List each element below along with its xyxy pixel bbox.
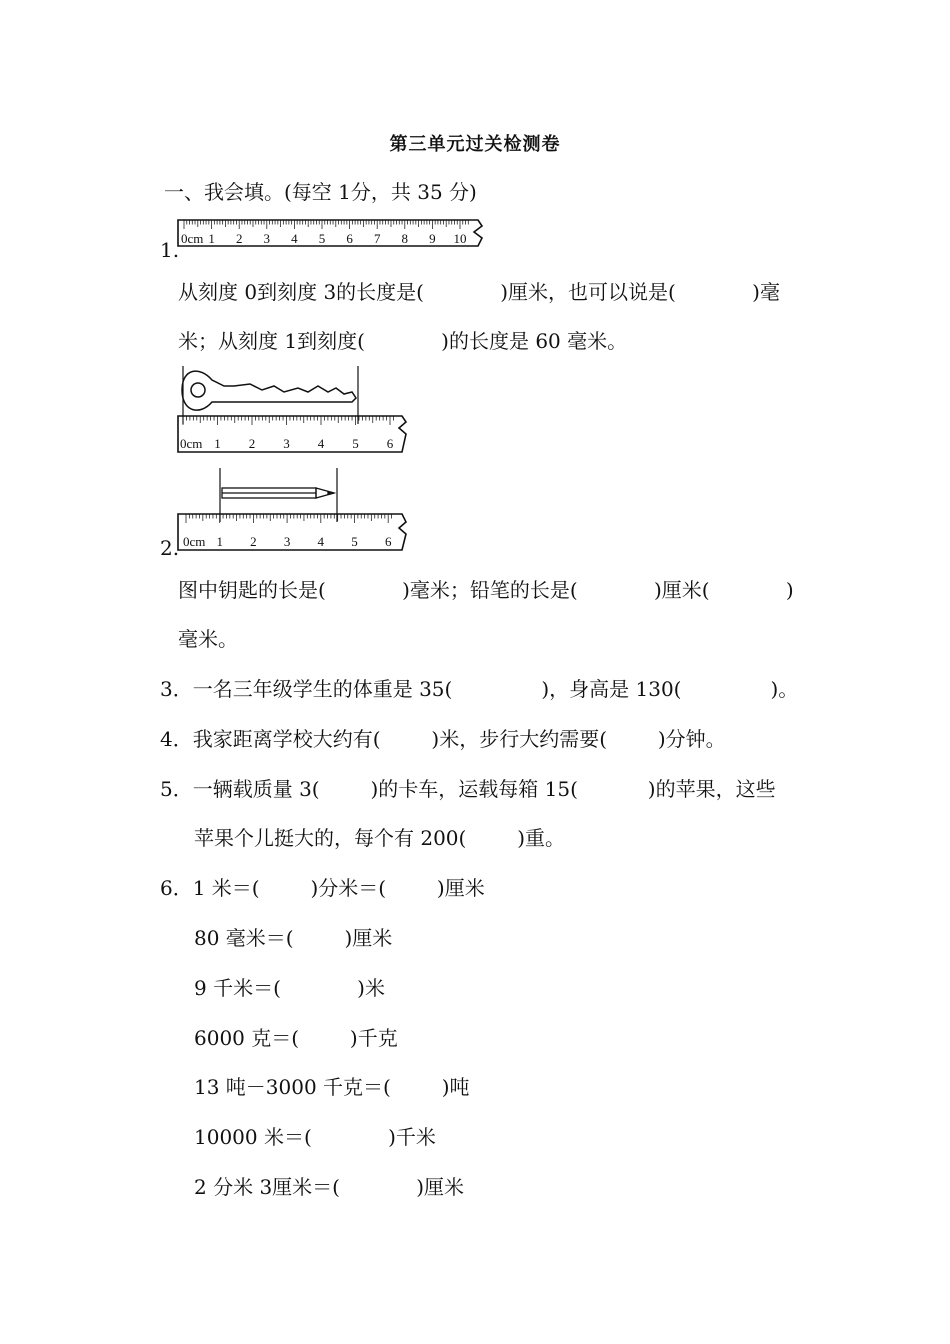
pencil-icon [222,488,334,498]
pencil-ruler-figure [172,464,412,556]
question-4: 4．我家距离学校大约有( )米，步行大约需要( )分钟。 [160,727,726,751]
question-2-number: 2. [160,536,180,560]
question-1-line-2: 米；从刻度 1到刻度( )的长度是 60 毫米。 [178,329,628,353]
ruler-label: 0cm [183,534,206,549]
question-1-line-1: 从刻度 0到刻度 3的长度是( )厘米，也可以说是( )毫 [178,280,780,304]
ruler-label: 4 [317,436,325,451]
question-5-line-2: 苹果个儿挺大的，每个有 200( )重。 [194,826,565,850]
ruler-label: 4 [291,231,298,246]
ruler-ticks [184,220,468,229]
question-6-line-1: 6．1 米＝( )分米＝( )厘米 [160,876,485,900]
ruler-label: 7 [373,231,381,246]
question-6-item: 10000 米＝( )千米 [194,1125,436,1149]
ruler-body [178,416,406,452]
page-title: 第三单元过关检测卷 [389,134,561,155]
question-2-line-2: 毫米。 [178,627,238,651]
question-6-item: 9 千米＝( )米 [194,976,385,1000]
ruler-body [178,514,406,550]
question-6-item: 6000 克＝( )千克 [194,1026,398,1050]
ruler-label: 2 [250,534,257,549]
ruler-label: 3 [263,231,271,246]
ruler-ticks [186,514,392,523]
ruler-label: 5 [351,534,358,549]
key-icon [182,371,356,410]
ruler-label: 8 [401,231,409,246]
question-6-item: 13 吨－3000 千克＝( )吨 [194,1075,470,1099]
ruler-label: 5 [318,231,326,246]
question-5-line-1: 5．一辆载质量 3( )的卡车，运载每箱 15( )的苹果，这些 [160,777,776,801]
ruler-label: 3 [283,534,291,549]
key-ruler-figure [172,362,412,460]
ruler-label: 6 [386,436,394,451]
ruler-label: 5 [352,436,359,451]
question-1-number: 1. [160,238,180,262]
ruler-label: 9 [429,231,436,246]
ruler-label: 10 [453,231,467,246]
ruler-ticks [183,416,393,425]
ruler-label: 1 [208,231,215,246]
ruler-label: 2 [248,436,256,451]
section-heading: 一、我会填。(每空 1分，共 35 分) [164,180,477,204]
ruler-label: 6 [384,534,392,549]
question-3: 3．一名三年级学生的体重是 35( )，身高是 130( )。 [160,677,799,701]
question-2-line-1: 图中钥匙的长是( )毫米；铅笔的长是( )厘米( ) [178,578,794,602]
ruler-label: 4 [317,534,325,549]
ruler-label: 6 [346,231,353,246]
question-6-item: 2 分米 3厘米＝( )厘米 [194,1175,465,1199]
ruler-figure-1 [172,216,492,254]
ruler-label: 0cm [180,436,203,451]
ruler-label: 1 [216,534,223,549]
question-6-item: 80 毫米＝( )厘米 [194,926,393,950]
ruler-label: 3 [283,436,290,451]
ruler-label: 1 [214,436,221,451]
ruler-label: 2 [235,231,243,246]
ruler-label: 0cm [181,231,204,246]
